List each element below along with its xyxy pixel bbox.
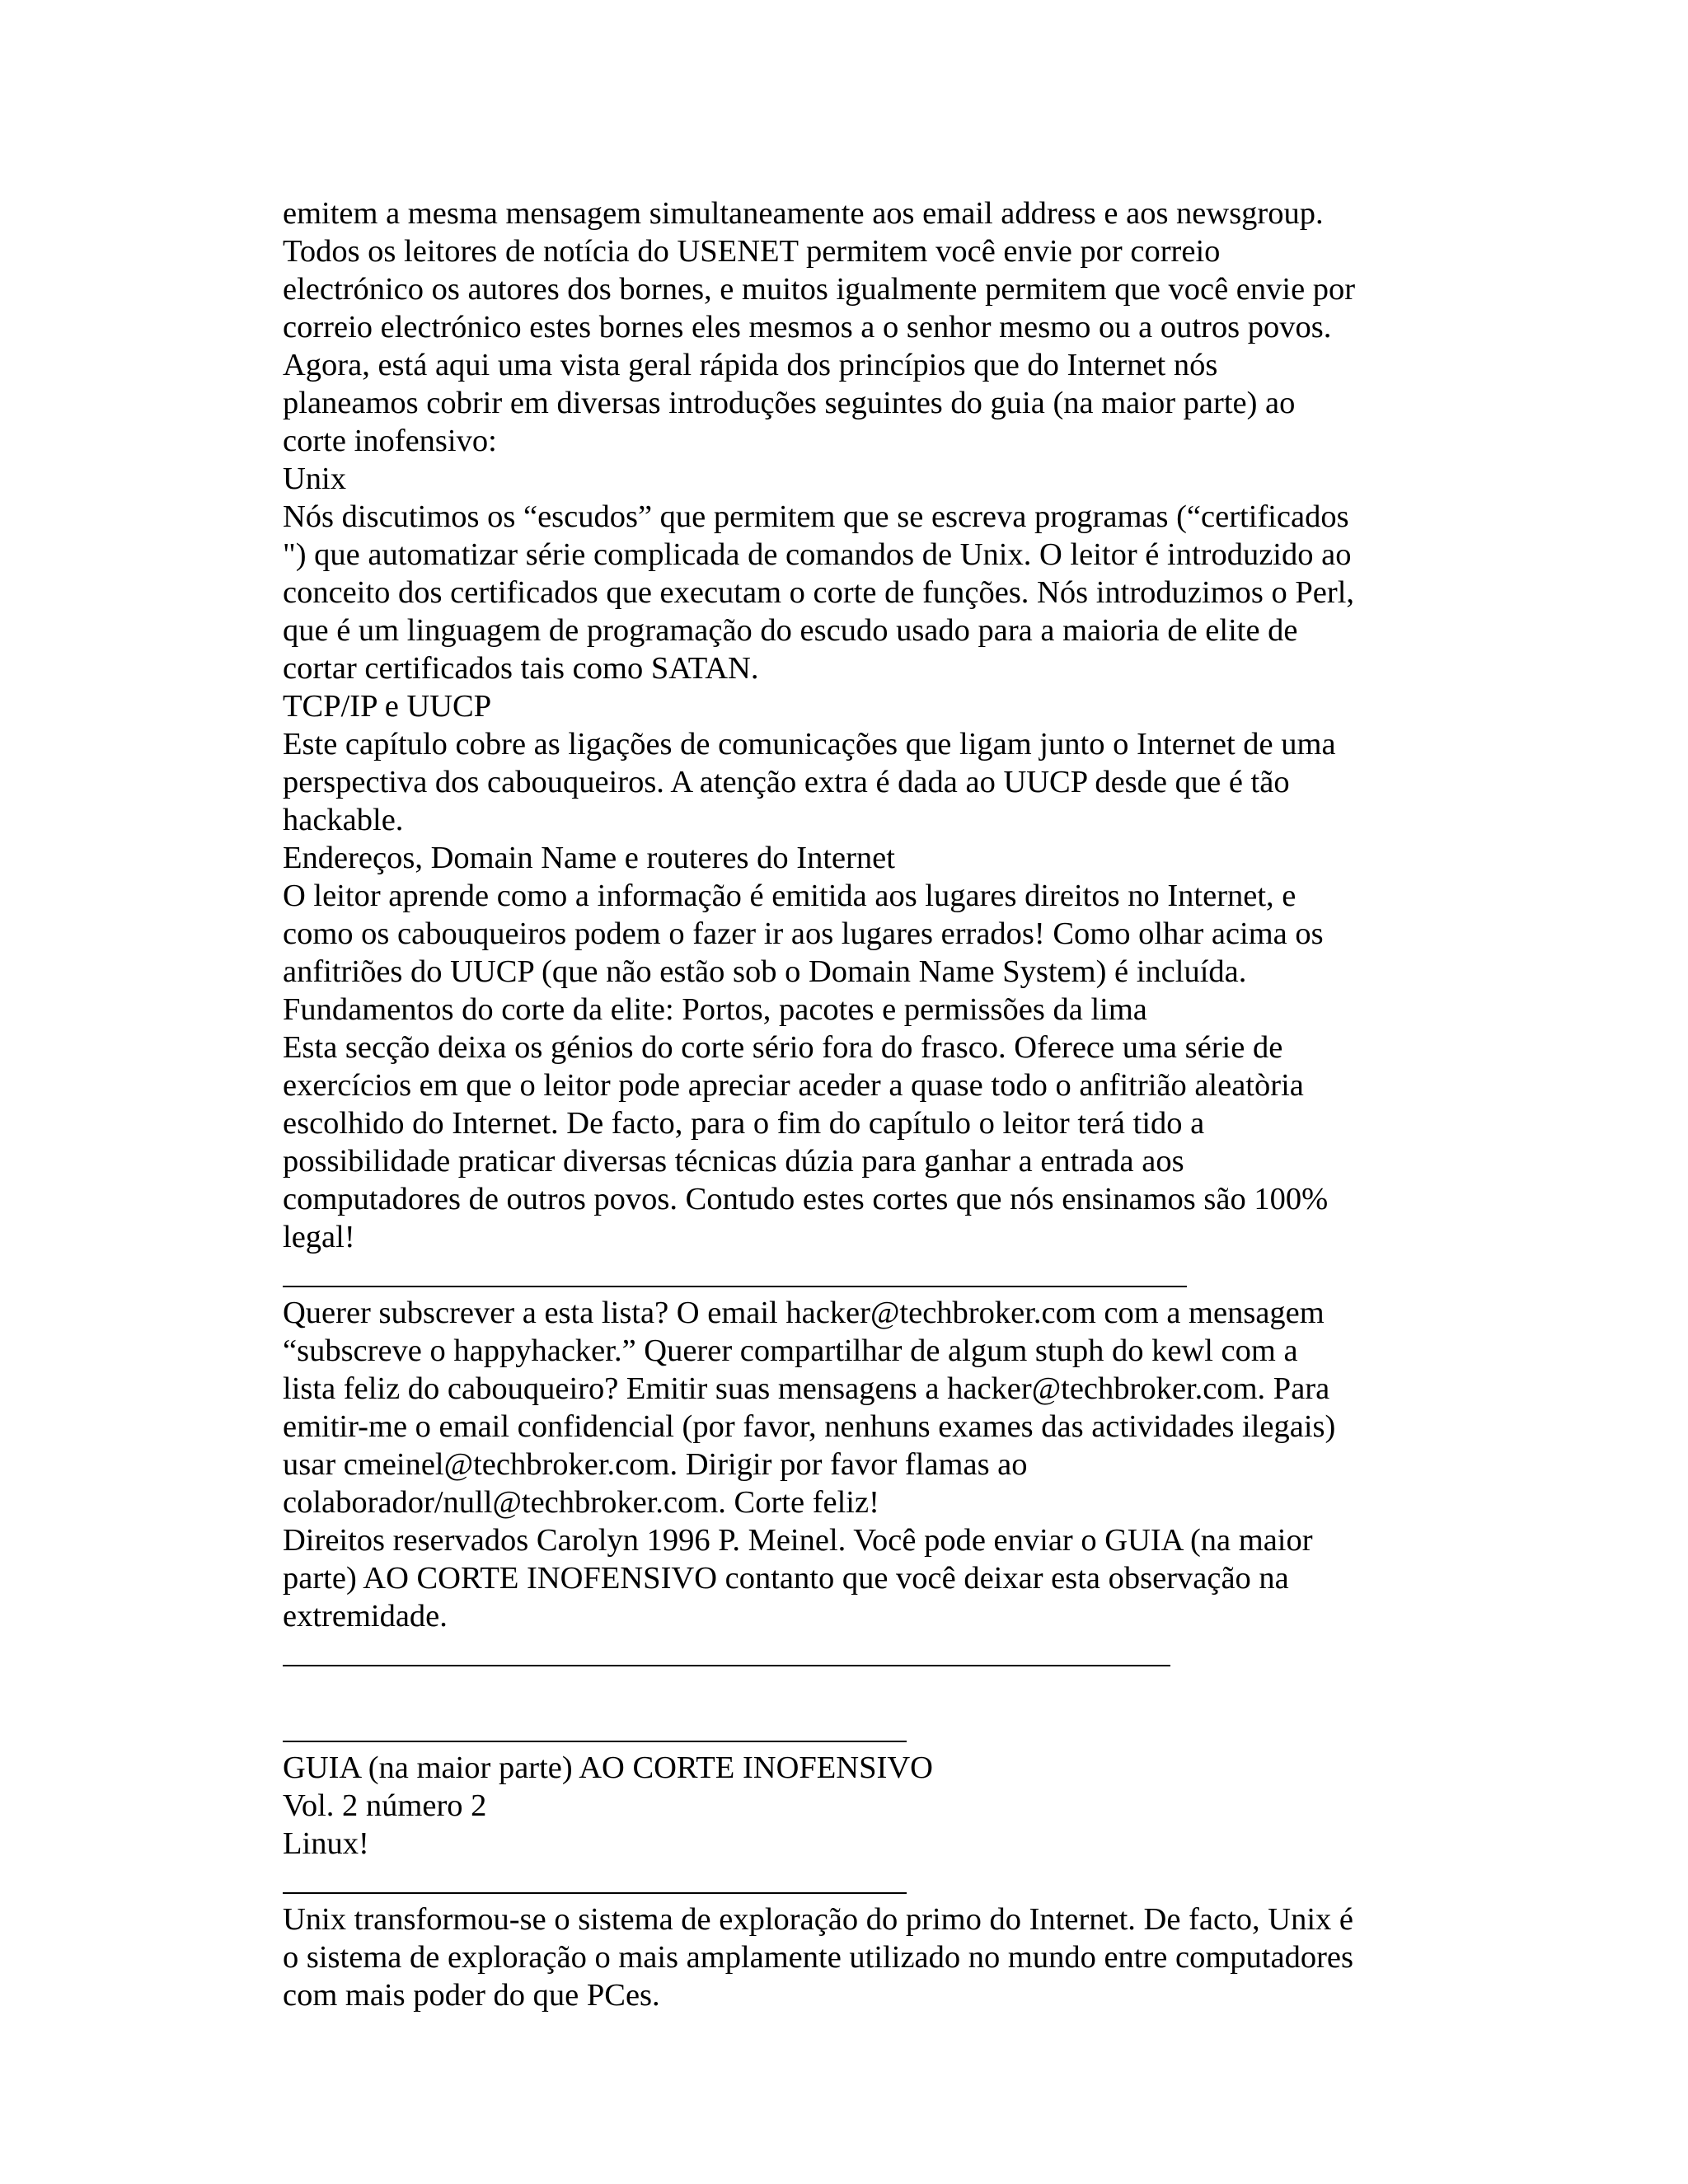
body-line: Agora, está aqui uma vista geral rápida dos princípios que do Internet nós	[283, 348, 1218, 382]
section-heading-tcpip: TCP/IP e UUCP	[283, 689, 492, 724]
section-heading-addresses: Endereços, Domain Name e routeres do Internet	[283, 841, 895, 875]
body-line: computadores de outros povos. Contudo estes cortes que nós ensinamos são 100%	[283, 1182, 1329, 1216]
body-line: emitir-me o email confidencial (por favor, nenhuns exames das actividades ilegais)	[283, 1409, 1336, 1444]
body-line: lista feliz do cabouqueiro? Emitir suas mensagens a hacker@techbroker.com. Para	[283, 1371, 1330, 1406]
blank-line	[283, 1673, 1420, 1711]
body-line: usar cmeinel@techbroker.com. Dirigir por favor flamas ao	[283, 1447, 1028, 1482]
guide-topic: Linux!	[283, 1826, 369, 1861]
body-line: ") que automatizar série complicada de comandos de Unix. O leitor é introduzido ao	[283, 537, 1352, 572]
body-line: Unix transformou-se o sistema de exploração do primo do Internet. De facto, Unix é	[283, 1902, 1353, 1937]
section-heading-fundamentals: Fundamentos do corte da elite: Portos, pacotes e permissões da lima	[283, 992, 1147, 1027]
body-line: parte) AO CORTE INOFENSIVO contanto que você deixar esta observação na	[283, 1561, 1289, 1596]
body-line: com mais poder do que PCes.	[283, 1978, 660, 2013]
horizontal-rule	[283, 1635, 1420, 1673]
body-line: Este capítulo cobre as ligações de comunicações que ligam junto o Internet de uma	[283, 727, 1336, 762]
body-line: como os cabouqueiros podem o fazer ir aos lugares errados! Como olhar acima os	[283, 916, 1324, 951]
body-line: Nós discutimos os “escudos” que permitem que se escreva programas (“certificados	[283, 499, 1349, 534]
body-line: que é um linguagem de programação do escudo usado para a maioria de elite de	[283, 613, 1298, 648]
body-line: colaborador/null@techbroker.com. Corte feliz!	[283, 1485, 879, 1520]
guide-volume: Vol. 2 número 2	[283, 1788, 487, 1823]
horizontal-rule	[283, 1863, 1420, 1900]
body-line: o sistema de exploração o mais amplamente utilizado no mundo entre computadores	[283, 1940, 1353, 1975]
body-line: conceito dos certificados que executam o corte de funções. Nós introduzimos o Perl,	[283, 575, 1355, 610]
body-line: perspectiva dos cabouqueiros. A atenção extra é dada ao UUCP desde que é tão	[283, 765, 1290, 799]
body-line: electrónico os autores dos bornes, e muitos igualmente permitem que você envie por	[283, 272, 1356, 307]
body-line: exercícios em que o leitor pode apreciar aceder a quase todo o anfitrião aleatòria	[283, 1068, 1304, 1103]
body-line: Querer subscrever a esta lista? O email hacker@techbroker.com com a mensagem	[283, 1296, 1325, 1330]
body-line: planeamos cobrir em diversas introduções seguintes do guia (na maior parte) ao	[283, 386, 1296, 420]
body-line: hackable.	[283, 803, 404, 837]
body-line: possibilidade praticar diversas técnicas dúzia para ganhar a entrada aos	[283, 1144, 1184, 1179]
body-line: escolhido do Internet. De facto, para o fim do capítulo o leitor terá tido a	[283, 1106, 1205, 1141]
body-line: anfitriões do UUCP (que não estão sob o Domain Name System) é incluída.	[283, 954, 1247, 989]
body-line: Esta secção deixa os génios do corte sério fora do frasco. Oferece uma série de	[283, 1030, 1283, 1065]
body-line: “subscreve o happyhacker.” Querer compartilhar de algum stuph do kewl com a	[283, 1333, 1298, 1368]
guide-title: GUIA (na maior parte) AO CORTE INOFENSIVO	[283, 1750, 933, 1785]
body-line: Todos os leitores de notícia do USENET permitem você envie por correio	[283, 234, 1221, 269]
body-line: legal!	[283, 1220, 355, 1254]
body-line: corte inofensivo:	[283, 424, 497, 458]
body-line: O leitor aprende como a informação é emitida aos lugares direitos no Internet, e	[283, 879, 1296, 913]
document-body	[283, 194, 1420, 2014]
body-line: Direitos reservados Carolyn 1996 P. Meinel. Você pode enviar o GUIA (na maior	[283, 1523, 1313, 1558]
body-line: correio electrónico estes bornes eles mesmos a o senhor mesmo ou a outros povos.	[283, 310, 1332, 344]
horizontal-rule	[283, 1711, 1420, 1749]
section-heading-unix: Unix	[283, 462, 346, 496]
body-line: cortar certificados tais como SATAN.	[283, 651, 759, 686]
body-line: emitem a mesma mensagem simultaneamente aos email address e aos newsgroup.	[283, 196, 1324, 231]
body-line: extremidade.	[283, 1599, 448, 1633]
horizontal-rule	[283, 1256, 1420, 1294]
